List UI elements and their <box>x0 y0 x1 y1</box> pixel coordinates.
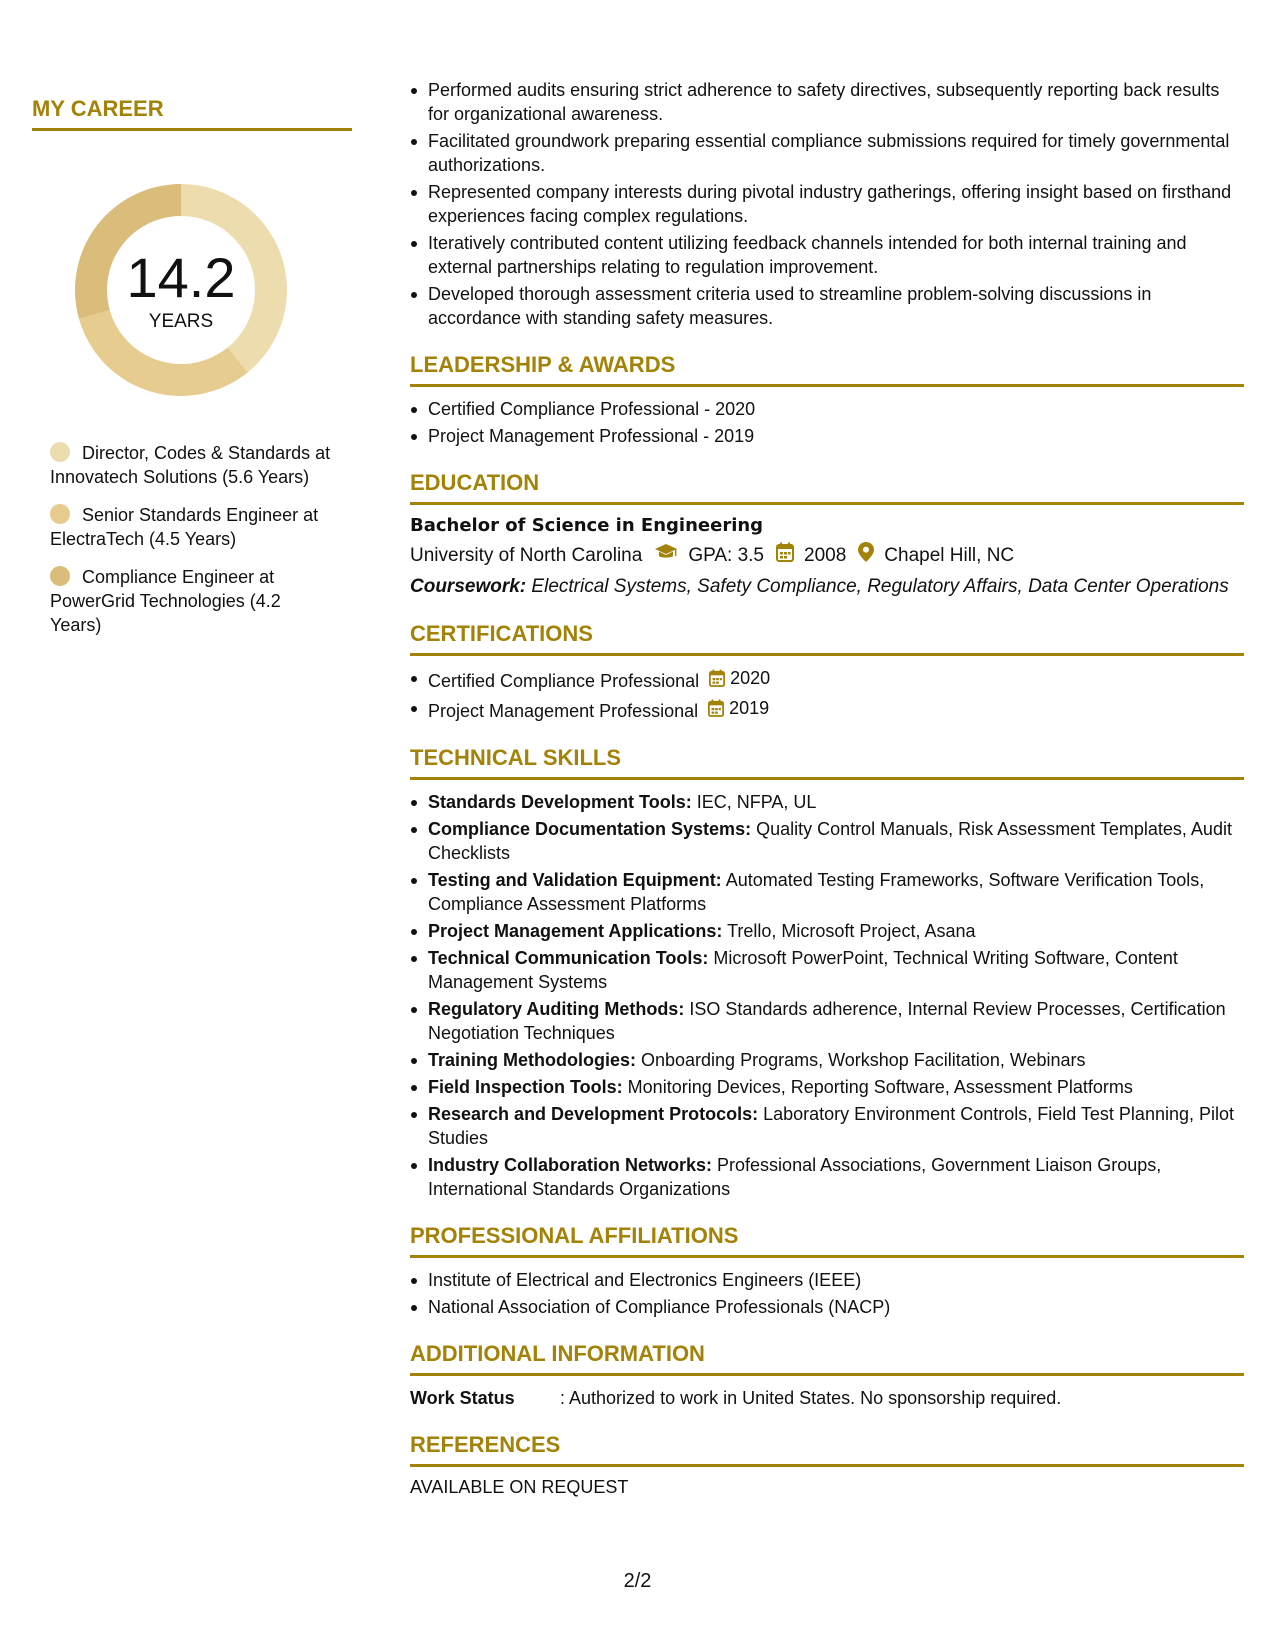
calendar-icon <box>709 669 725 687</box>
list-item <box>428 1075 1244 1099</box>
legend-dot-icon <box>50 442 70 462</box>
school-location: Chapel Hill, NC <box>884 545 1015 566</box>
list-item <box>428 1048 1244 1072</box>
section-title: CERTIFICATIONS <box>410 621 1244 656</box>
degree: Bachelor of Science in Engineering <box>410 515 764 536</box>
section-title: REFERENCES <box>410 1432 1244 1467</box>
graduation-cap-icon <box>654 543 678 569</box>
list-item: National Association of Compliance Professionals (NACP) <box>428 1295 1244 1319</box>
list-item: Certified Compliance Professional - 2020 <box>428 397 1244 421</box>
skills-section <box>410 745 1244 1201</box>
list-item <box>428 666 1244 693</box>
career-donut-chart <box>66 175 296 405</box>
skill-values: Trello, Microsoft Project, Asana <box>722 921 976 941</box>
legend-label: Senior Standards Engineer at ElectraTech (4.5 Years) <box>50 505 319 549</box>
work-status-value: : Authorized to work in United States. No sponsorship required. <box>560 1388 1062 1408</box>
work-status-row <box>410 1386 1244 1410</box>
skill-category: Testing and Validation Equipment: <box>428 870 722 890</box>
legend-dot-icon <box>50 504 70 524</box>
school-name: University of North Carolina <box>410 545 643 566</box>
cert-name: Certified Compliance Professional <box>428 671 700 691</box>
list-item <box>428 790 1244 814</box>
list-item <box>428 868 1244 916</box>
skill-category: Project Management Applications: <box>428 921 723 941</box>
total-years-unit: YEARS <box>148 311 214 332</box>
legend-label: Compliance Engineer at PowerGrid Technologies (4.2 Years) <box>50 567 281 635</box>
list-item <box>428 1153 1244 1201</box>
list-item: Iteratively contributed content utilizing feedback channels intended for both internal training and external partnerships relating to regulation improvement. <box>428 231 1244 279</box>
cert-year: 2019 <box>729 698 770 718</box>
skill-values: Automated Testing Frameworks, Software Verification Tools, Compliance Assessment Platforms <box>428 870 1205 914</box>
donut-center <box>66 175 296 405</box>
cert-year: 2020 <box>730 668 771 688</box>
legend-dot-icon <box>50 566 70 586</box>
section-title: PROFESSIONAL AFFILIATIONS <box>410 1223 1244 1258</box>
career-title: MY CAREER <box>32 96 352 131</box>
section-title: TECHNICAL SKILLS <box>410 745 1244 780</box>
education-section <box>410 470 1244 599</box>
references-text: AVAILABLE ON REQUEST <box>410 1477 629 1497</box>
list-item: Developed thorough assessment criteria used to streamline problem-solving discussions in accordance with standing safety measures. <box>428 282 1244 330</box>
skill-category: Compliance Documentation Systems: <box>428 819 752 839</box>
education-details <box>410 542 1244 570</box>
location-pin-icon <box>858 542 874 570</box>
total-years-value: 14.2 <box>126 246 236 309</box>
skill-category: Regulatory Auditing Methods: <box>428 999 685 1019</box>
skill-values: Monitoring Devices, Reporting Software, Assessment Platforms <box>622 1077 1133 1097</box>
skill-values: Microsoft PowerPoint, Technical Writing Software, Content Management Systems <box>428 948 1178 992</box>
gpa: GPA: 3.5 <box>688 545 764 566</box>
skill-category: Technical Communication Tools: <box>428 948 709 968</box>
list-item: Facilitated groundwork preparing essential compliance submissions required for timely governmental authorizations. <box>428 129 1244 177</box>
career-sidebar <box>32 96 352 651</box>
list-item: Project Management Professional - 2019 <box>428 424 1244 448</box>
legend-label: Director, Codes & Standards at Innovatech Solutions (5.6 Years) <box>50 443 331 487</box>
section-title: ADDITIONAL INFORMATION <box>410 1341 1244 1376</box>
list-item: Performed audits ensuring strict adherence to safety directives, subsequently reporting back results for organizational awareness. <box>428 78 1244 126</box>
page-number: 2/2 <box>623 1570 652 1592</box>
work-status-label: Work Status <box>410 1388 515 1408</box>
coursework-list: Electrical Systems, Safety Compliance, Regulatory Affairs, Data Center Operations <box>526 576 1229 597</box>
calendar-icon <box>776 542 794 570</box>
main-content <box>410 78 1244 1498</box>
section-title: LEADERSHIP & AWARDS <box>410 352 1244 387</box>
list-item: Institute of Electrical and Electronics Engineers (IEEE) <box>428 1268 1244 1292</box>
experience-bullets <box>410 78 1244 330</box>
skill-values: Professional Associations, Government Liaison Groups, International Standards Organizations <box>428 1155 1162 1199</box>
list-item: Represented company interests during pivotal industry gatherings, offering insight based on firsthand experiences facing complex regulations. <box>428 180 1244 228</box>
section-title: EDUCATION <box>410 470 1244 505</box>
skill-category: Industry Collaboration Networks: <box>428 1155 713 1175</box>
skill-category: Field Inspection Tools: <box>428 1077 623 1097</box>
skill-values: ISO Standards adherence, Internal Review Processes, Certification Negotiation Techniques <box>428 999 1226 1043</box>
list-item <box>428 946 1244 994</box>
skill-values: IEC, NFPA, UL <box>691 792 817 812</box>
skill-category: Training Methodologies: <box>428 1050 636 1070</box>
certifications-section <box>410 621 1244 723</box>
leadership-section <box>410 352 1244 448</box>
references-section <box>410 1432 1244 1498</box>
graduation-year: 2008 <box>804 545 847 566</box>
skills-list <box>410 790 1244 1201</box>
skill-values: Onboarding Programs, Workshop Facilitation, Webinars <box>636 1050 1086 1070</box>
skill-category: Standards Development Tools: <box>428 792 692 812</box>
legend-item <box>50 565 332 637</box>
legend-item <box>50 503 332 551</box>
career-legend <box>50 441 352 637</box>
calendar-icon <box>708 699 724 717</box>
coursework <box>410 574 1244 599</box>
list-item <box>428 1102 1244 1150</box>
skill-values: Quality Control Manuals, Risk Assessment Templates, Audit Checklists <box>428 819 1232 863</box>
skill-category: Research and Development Protocols: <box>428 1104 759 1124</box>
list-item <box>428 696 1244 723</box>
cert-name: Project Management Professional <box>428 701 699 721</box>
list-item <box>428 997 1244 1045</box>
affiliations-section <box>410 1223 1244 1319</box>
list-item <box>428 817 1244 865</box>
legend-item <box>50 441 332 489</box>
list-item <box>428 919 1244 943</box>
skill-values: Laboratory Environment Controls, Field Test Planning, Pilot Studies <box>428 1104 1235 1148</box>
coursework-label: Coursework: <box>410 576 527 597</box>
additional-info-section <box>410 1341 1244 1410</box>
